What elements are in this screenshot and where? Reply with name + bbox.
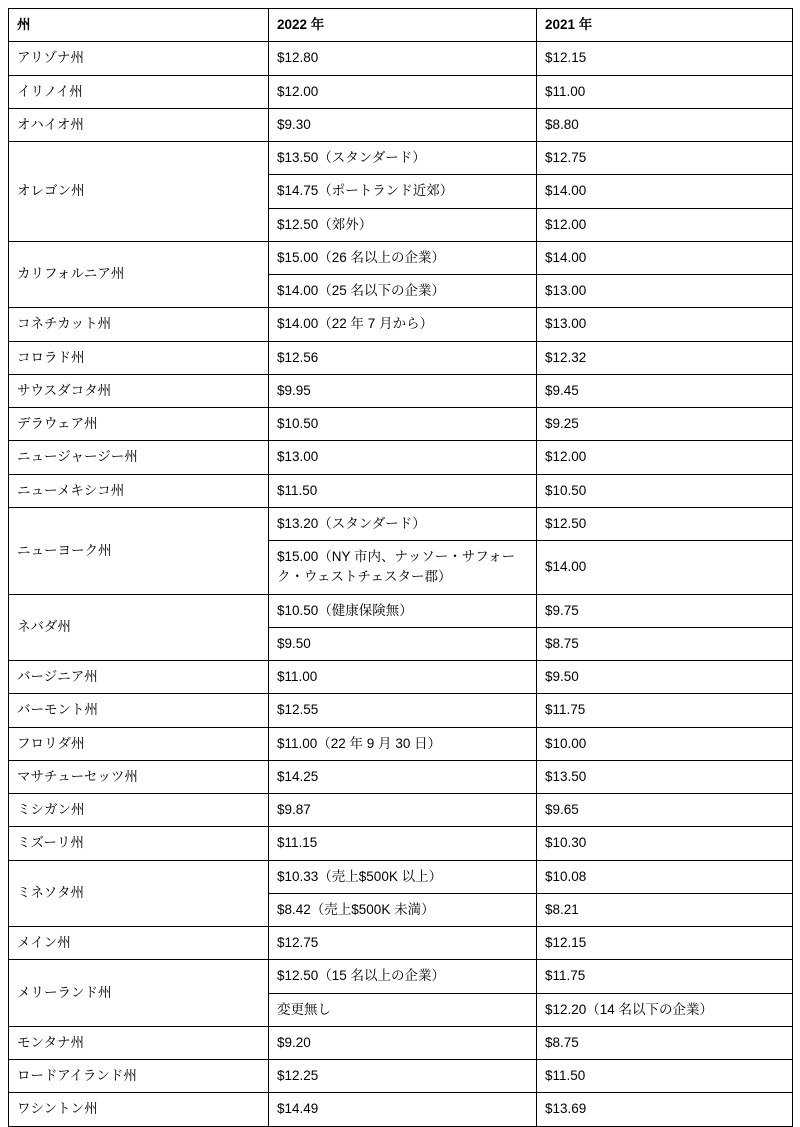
table-header-row <box>9 9 793 42</box>
cell-wage-2022: $12.50（郊外） <box>269 208 537 241</box>
table-row <box>9 142 793 175</box>
cell-wage-2022: $12.55 <box>269 694 537 727</box>
cell-wage-2022: $12.50（15 名以上の企業） <box>269 960 537 993</box>
column-header-state: 州 <box>9 9 269 42</box>
cell-wage-2022: $10.33（売上$500K 以上） <box>269 860 537 893</box>
cell-wage-2022: $15.00（26 名以上の企業） <box>269 241 537 274</box>
cell-state: ミネソタ州 <box>9 860 269 927</box>
cell-wage-2021: $12.75 <box>537 142 793 175</box>
cell-wage-2022: $8.42（売上$500K 未満） <box>269 893 537 926</box>
table-row <box>9 1060 793 1093</box>
cell-wage-2022: $11.50 <box>269 474 537 507</box>
table-row <box>9 75 793 108</box>
table-row <box>9 760 793 793</box>
cell-wage-2022: $12.00 <box>269 75 537 108</box>
table-header <box>9 9 793 42</box>
cell-wage-2021: $11.00 <box>537 75 793 108</box>
table-row <box>9 474 793 507</box>
cell-wage-2021: $12.15 <box>537 927 793 960</box>
cell-state: ミズーリ州 <box>9 827 269 860</box>
cell-wage-2021: $8.75 <box>537 627 793 660</box>
cell-wage-2021: $10.08 <box>537 860 793 893</box>
cell-wage-2021: $13.69 <box>537 1093 793 1126</box>
table-row <box>9 594 793 627</box>
cell-wage-2022: $13.50（スタンダード） <box>269 142 537 175</box>
table-row <box>9 860 793 893</box>
table-row <box>9 827 793 860</box>
cell-wage-2022: $12.80 <box>269 42 537 75</box>
table-row <box>9 794 793 827</box>
cell-wage-2022: $14.75（ポートランド近郊） <box>269 175 537 208</box>
cell-wage-2022: $14.00（25 名以下の企業） <box>269 275 537 308</box>
cell-wage-2022: $12.75 <box>269 927 537 960</box>
cell-state: ワシントン州 <box>9 1093 269 1126</box>
cell-state: マサチューセッツ州 <box>9 760 269 793</box>
cell-state: サウスダコタ州 <box>9 374 269 407</box>
cell-wage-2022: $13.00 <box>269 441 537 474</box>
cell-wage-2022: $9.87 <box>269 794 537 827</box>
cell-wage-2022: $12.56 <box>269 341 537 374</box>
cell-wage-2021: $14.00 <box>537 241 793 274</box>
cell-state: カリフォルニア州 <box>9 241 269 308</box>
table-row <box>9 1093 793 1126</box>
cell-wage-2022: $9.50 <box>269 627 537 660</box>
cell-wage-2021: $9.25 <box>537 408 793 441</box>
cell-wage-2022: $10.50 <box>269 408 537 441</box>
cell-wage-2021: $11.75 <box>537 694 793 727</box>
cell-wage-2022: $14.00（22 年 7 月から） <box>269 308 537 341</box>
cell-wage-2021: $10.50 <box>537 474 793 507</box>
column-header-2021: 2021 年 <box>537 9 793 42</box>
table-row <box>9 374 793 407</box>
cell-wage-2021: $13.00 <box>537 308 793 341</box>
cell-wage-2021: $9.50 <box>537 661 793 694</box>
cell-wage-2021: $9.45 <box>537 374 793 407</box>
cell-wage-2021: $8.21 <box>537 893 793 926</box>
table-row <box>9 308 793 341</box>
cell-wage-2021: $13.00 <box>537 275 793 308</box>
cell-state: デラウェア州 <box>9 408 269 441</box>
cell-wage-2021: $14.00 <box>537 541 793 595</box>
cell-wage-2021: $9.65 <box>537 794 793 827</box>
table-row <box>9 441 793 474</box>
cell-wage-2021: $12.00 <box>537 441 793 474</box>
cell-state: バージニア州 <box>9 661 269 694</box>
cell-state: コロラド州 <box>9 341 269 374</box>
cell-state: ミシガン州 <box>9 794 269 827</box>
cell-wage-2022: $9.30 <box>269 108 537 141</box>
cell-wage-2021: $11.50 <box>537 1060 793 1093</box>
cell-state: ネバダ州 <box>9 594 269 661</box>
cell-wage-2022: $15.00（NY 市内、ナッソー・サフォーク・ウェストチェスター郡） <box>269 541 537 595</box>
cell-state: ロードアイランド州 <box>9 1060 269 1093</box>
table-row <box>9 661 793 694</box>
cell-wage-2021: $8.80 <box>537 108 793 141</box>
cell-state: オレゴン州 <box>9 142 269 242</box>
cell-state: ニューメキシコ州 <box>9 474 269 507</box>
cell-state: モンタナ州 <box>9 1026 269 1059</box>
cell-wage-2022: $9.20 <box>269 1026 537 1059</box>
cell-state: フロリダ州 <box>9 727 269 760</box>
cell-wage-2021: $14.00 <box>537 175 793 208</box>
table-row <box>9 341 793 374</box>
cell-state: イリノイ州 <box>9 75 269 108</box>
minimum-wage-table <box>8 8 793 1127</box>
table-row <box>9 694 793 727</box>
cell-state: バーモント州 <box>9 694 269 727</box>
cell-wage-2022: $12.25 <box>269 1060 537 1093</box>
cell-wage-2021: $9.75 <box>537 594 793 627</box>
cell-wage-2021: $10.30 <box>537 827 793 860</box>
cell-wage-2022: 変更無し <box>269 993 537 1026</box>
cell-state: コネチカット州 <box>9 308 269 341</box>
table-row <box>9 727 793 760</box>
cell-state: メイン州 <box>9 927 269 960</box>
cell-wage-2022: $13.20（スタンダード） <box>269 507 537 540</box>
cell-wage-2022: $11.00 <box>269 661 537 694</box>
cell-wage-2022: $9.95 <box>269 374 537 407</box>
cell-wage-2021: $11.75 <box>537 960 793 993</box>
cell-wage-2021: $12.00 <box>537 208 793 241</box>
cell-state: オハイオ州 <box>9 108 269 141</box>
table-row <box>9 507 793 540</box>
table-row <box>9 108 793 141</box>
column-header-2022: 2022 年 <box>269 9 537 42</box>
cell-wage-2022: $10.50（健康保険無） <box>269 594 537 627</box>
cell-wage-2021: $12.20（14 名以下の企業） <box>537 993 793 1026</box>
cell-wage-2021: $8.75 <box>537 1026 793 1059</box>
cell-wage-2022: $11.15 <box>269 827 537 860</box>
cell-wage-2022: $14.25 <box>269 760 537 793</box>
table-row <box>9 1026 793 1059</box>
cell-wage-2022: $14.49 <box>269 1093 537 1126</box>
table-row <box>9 408 793 441</box>
cell-wage-2022: $11.00（22 年 9 月 30 日） <box>269 727 537 760</box>
table-body <box>9 42 793 1126</box>
cell-wage-2021: $13.50 <box>537 760 793 793</box>
cell-wage-2021: $12.50 <box>537 507 793 540</box>
table-row <box>9 960 793 993</box>
cell-wage-2021: $10.00 <box>537 727 793 760</box>
cell-state: ニュージャージー州 <box>9 441 269 474</box>
cell-wage-2021: $12.15 <box>537 42 793 75</box>
table-row <box>9 42 793 75</box>
cell-state: アリゾナ州 <box>9 42 269 75</box>
table-row <box>9 927 793 960</box>
table-row <box>9 241 793 274</box>
cell-state: ニューヨーク州 <box>9 507 269 594</box>
cell-state: メリーランド州 <box>9 960 269 1027</box>
cell-wage-2021: $12.32 <box>537 341 793 374</box>
